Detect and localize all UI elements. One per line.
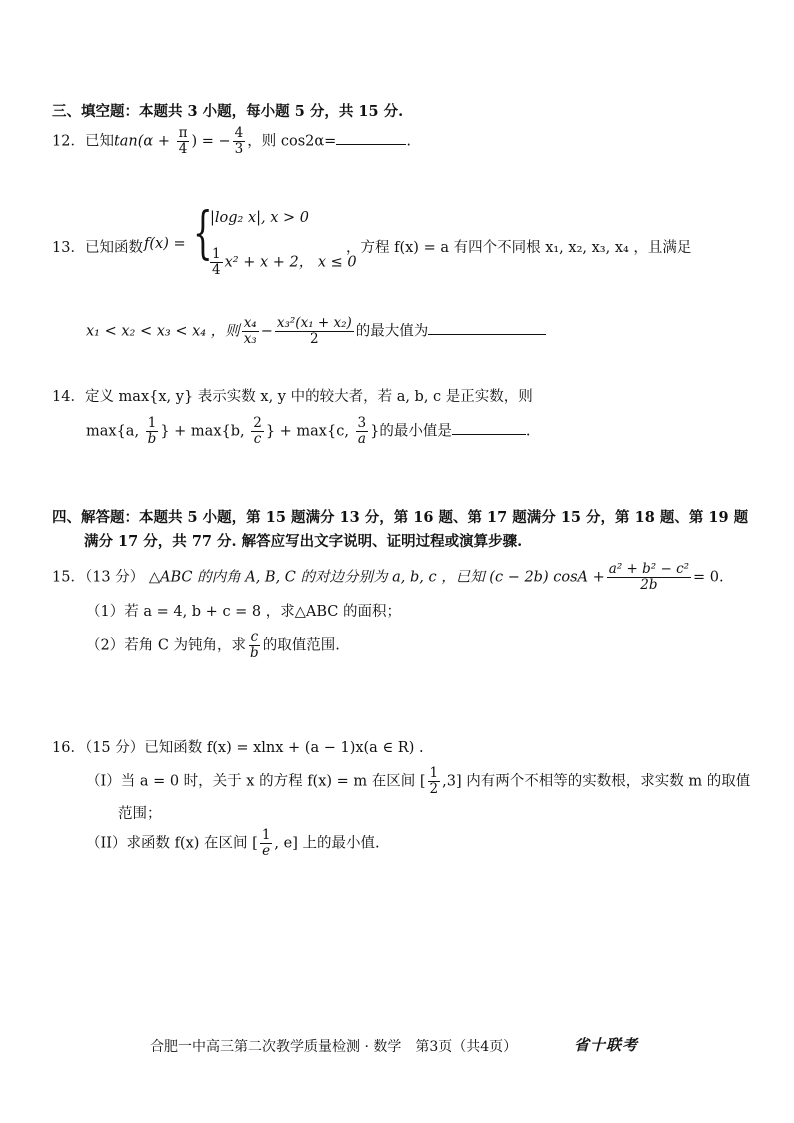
piecewise-brace: {: [193, 201, 213, 266]
q16-part2: （II）求函数 f(x) 在区间 [ $\frac{1}{e}$ , e] 上的最小值.: [86, 827, 380, 859]
q14-line2: max{a, $\frac{1}{b}$ } + max{b, $\frac{2}{c}$ } + max{c, $\frac{3}{a}$ }的最小值是 .: [86, 415, 531, 447]
q16-stem: 16．（15 分）已知函数 f(x) = xlnx + (a − 1)x(a ∈ R) .: [52, 740, 424, 756]
q12-prefix: 已知: [84, 133, 114, 150]
q15-stem: 15．（13 分） △ABC 的内角 A, B, C 的对边分别为 a, b, c ，已知 (c − 2b) cosA + $\frac{\text{a² + b² − c²}}{2b}$ = 0.: [52, 561, 724, 593]
q12-mid: ，则 cos2α=: [247, 133, 337, 150]
q12-tan: tan(α +: [113, 133, 175, 150]
q13-condition-line: x₁ < x₂ < x₃ < x₄ ，则 $\frac{\text{x₄}}{\text{x₃}}$ − $\frac{\text{x₃²(x₁ + x₂)}}{2}$ 的最大值为: [86, 316, 546, 347]
q16-part1-cont: 范围；: [118, 806, 162, 822]
q13-tail: ，方程 f(x) = a 有四个不同根 x₁, x₂, x₃, x₄ ，且满足: [346, 240, 692, 256]
section4-heading-line2: 满分 17 分，共 77 分. 解答应写出文字说明、证明过程或演算步骤.: [84, 533, 523, 550]
q15-part2: （2）若角 C 为钝角，求 $\frac{c}{b}$ 的取值范围.: [86, 629, 340, 661]
q12-number: 12．: [52, 133, 85, 150]
q15-part1: （1）若 a = 4, b + c = 8 ，求△ABC 的面积；: [86, 604, 402, 620]
question-12: [52, 126, 411, 157]
page-footer: 合肥一中高三第二次教学质量检测 · 数学 第3页（共4页）: [150, 1039, 518, 1055]
q14-line1: 14．定义 max{x, y} 表示实数 x, y 中的较大者，若 a, b, c 是正实数，则: [52, 389, 533, 405]
q13-case1: |log₂ x|, x > 0: [210, 210, 310, 226]
q12-eq: ) = −: [191, 133, 231, 150]
q12-rhs-fraction: $\frac{4}{3}$: [234, 125, 244, 157]
q12-pi-fraction: $\frac{\pi}{4}$: [178, 125, 188, 157]
section3-heading: 三、填空题：本题共 3 小题，每小题 5 分，共 15 分.: [52, 103, 404, 120]
q12-answer-blank[interactable]: [336, 130, 406, 145]
q14-answer-blank[interactable]: [452, 420, 526, 435]
footer-stamp: 省十联考: [574, 1036, 639, 1054]
q12-end: .: [406, 133, 411, 150]
q13-number-prefix: 13．已知函数: [52, 240, 143, 256]
q13-answer-blank[interactable]: [428, 320, 546, 335]
q13-case2: $\frac{1}{4}$ x² + x + 2， x ≤ 0: [212, 246, 357, 278]
q16-part1: （I）当 a = 0 时，关于 x 的方程 f(x) = m 在区间 [ $\frac{1}{2}$ ,3] 内有两个不相等的实数根，求实数 m 的取值: [86, 765, 751, 797]
q13-f-of-x: f(x) =: [144, 236, 186, 252]
section4-heading-line1: 四、解答题：本题共 5 小题，第 15 题满分 13 分，第 16 题、第 17 题满分 15 分，第 18 题、第 19 题: [52, 509, 749, 526]
